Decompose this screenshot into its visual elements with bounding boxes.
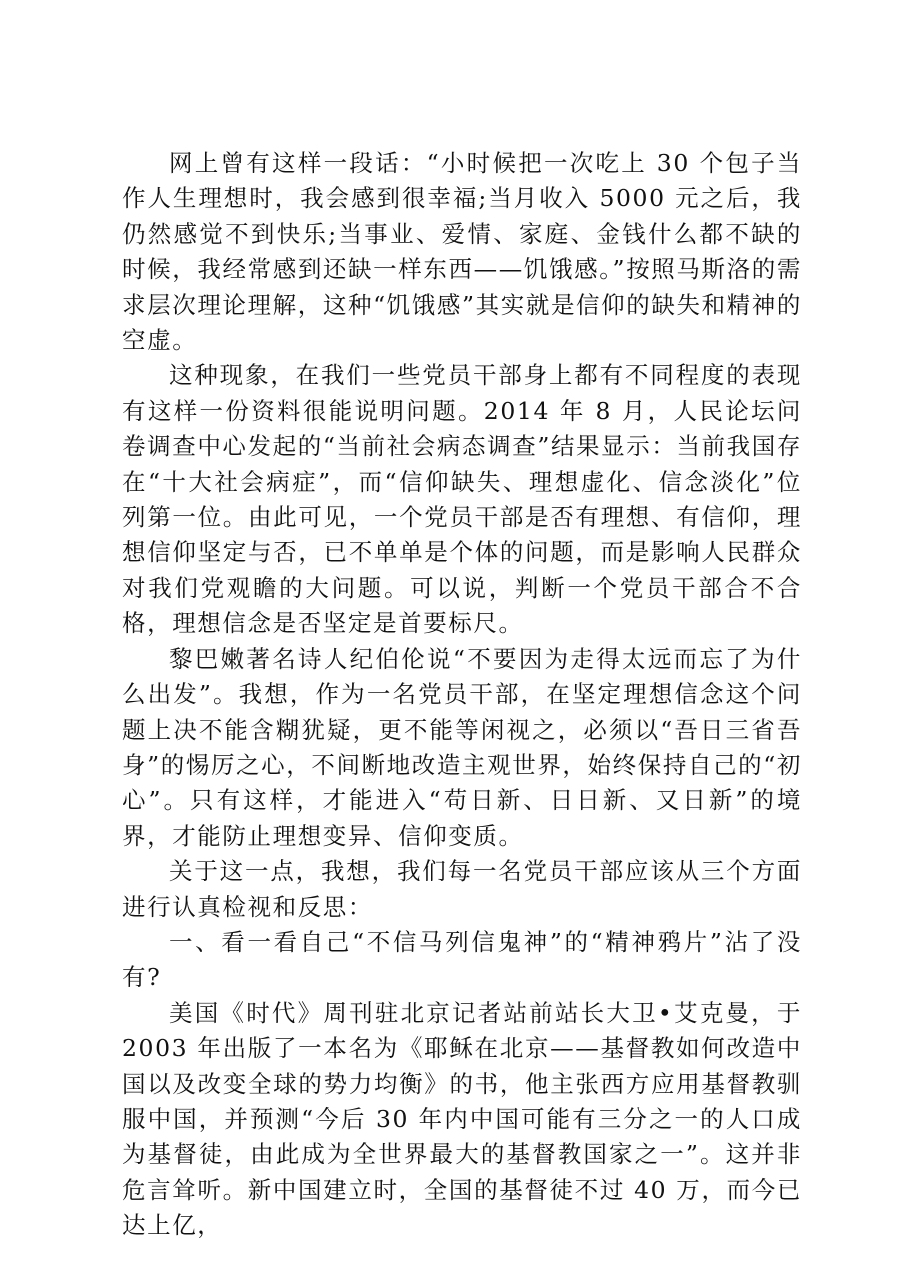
paragraph-survey: 这种现象，在我们一些党员干部身上都有不同程度的表现有这样一份资料很能说明问题。2014 年 8 月，人民论坛问卷调查中心发起的“当前社会病态调查”结果显示：当前我国存在“十大社会病症”，而“信仰缺失、理想虚化、信念淡化”位列第一位。由此可见，一个党员干部是否有理想、有信仰，理想信仰坚定与否，已不单单是个体的问题，而是影响人民群众对我们党观瞻的大问题。可以说，判断一个党员干部合不合格，理想信念是否坚定是首要标尺。 <box>122 361 802 638</box>
paragraph-gibran: 黎巴嫩著名诗人纪伯伦说“不要因为走得太远而忘了为什么出发”。我想，作为一名党员干部，在坚定理想信念这个问题上决不能含糊犹疑，更不能等闲视之，必须以“吾日三省吾身”的惕厉之心，不间断地改造主观世界，始终保持自己的“初心”。只有这样，才能进入“苟日新、日日新、又日新”的境界，才能防止理想变异、信仰变质。 <box>122 644 802 850</box>
paragraph-hunger-quote: 网上曾有这样一段话：“小时候把一次吃上 30 个包子当作人生理想时，我会感到很幸福;当月收入 5000 元之后，我仍然感觉不到快乐;当事业、爱情、家庭、金钱什么都不缺的时候，我经常感到还缺一样东西——饥饿感。”按照马斯洛的需求层次理论理解，这种“饥饿感”其实就是信仰的缺失和精神的空虚。 <box>122 149 802 355</box>
paragraph-three-aspects: 关于这一点，我想，我们每一名党员干部应该从三个方面进行认真检视和反思： <box>122 857 802 921</box>
document-body <box>122 146 802 1244</box>
section-heading-one: 一、看一看自己“不信马列信鬼神”的“精神鸦片”沾了没有? <box>122 927 802 992</box>
paragraph-aikman: 美国《时代》周刊驻北京记者站前站长大卫•艾克曼，于 2003 年出版了一本名为《耶稣在北京——基督教如何改造中国以及改变全球的势力均衡》的书，他主张西方应用基督教驯服中国，并预测“今后 30 年内中国可能有三分之一的人口成为基督徒，由此成为全世界最大的基督教国家之一”。这并非危言耸听。新中国建立时，全国的基督徒不过 40 万，而今已达上亿， <box>122 998 802 1240</box>
